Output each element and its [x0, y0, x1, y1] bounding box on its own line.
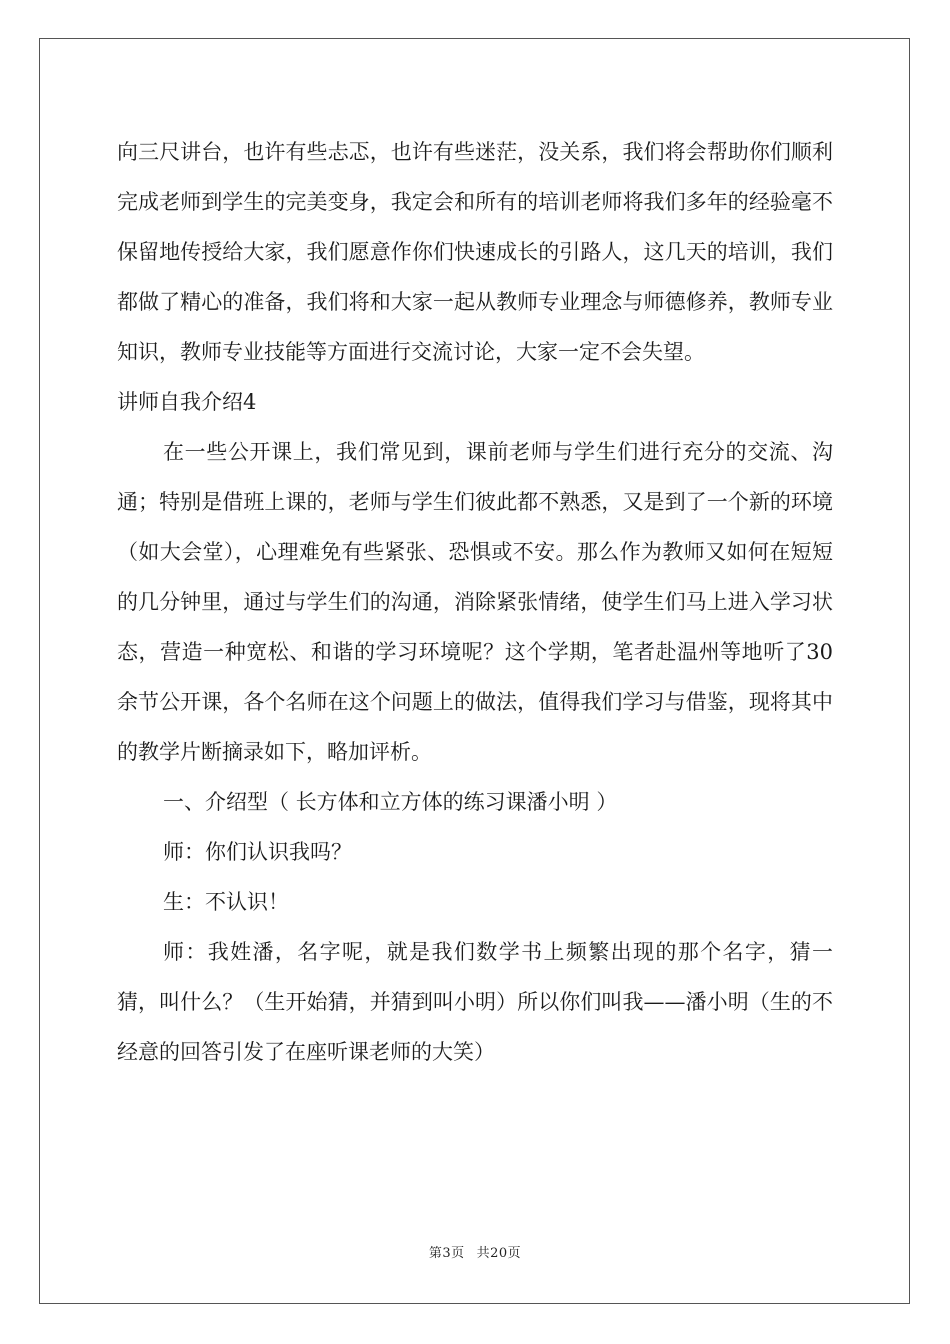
page-total: 共20页 — [476, 1246, 522, 1261]
dialogue-line: 师：你们认识我吗？ — [163, 840, 352, 864]
page-footer — [0, 1242, 950, 1261]
dialogue-line: 师：我姓潘，名字呢，就是我们数学书上频繁出现的那个名字，猜一猜，叫什么？（生开始猜，并猜到叫小明）所以你们叫我——潘小明（生的不经意的回答引发了在座听课老师的大笑） — [117, 940, 833, 1064]
paragraph-intro: 在一些公开课上，我们常见到，课前老师与学生们进行充分的交流、沟通；特别是借班上课的，老师与学生们彼此都不熟悉，又是到了一个新的环境（如大会堂），心理难免有些紧张、恐惧或不安。那么作为教师又如何在短短的几分钟里，通过与学生们的沟通，消除紧张情绪，使学生们马上进入学习状态，营造一种宽松、和谐的学习环境呢？这个学期，笔者赴温州等地听了30余节公开课，各个名师在这个问题上的做法，值得我们学习与借鉴，现将其中的教学片断摘录如下，略加评析。 — [117, 440, 833, 764]
section-heading: 讲师自我介绍4 — [117, 390, 257, 414]
document-body — [117, 127, 833, 1077]
dialogue-line: 生：不认识！ — [163, 890, 289, 914]
subsection-heading: 一、介绍型（ 长方体和立方体的练习课潘小明 ） — [163, 790, 618, 814]
page-number: 第3页 — [428, 1246, 465, 1261]
paragraph-continuation: 向三尺讲台，也许有些忐忑，也许有些迷茫，没关系，我们将会帮助你们顺利完成老师到学生的完美变身，我定会和所有的培训老师将我们多年的经验毫不保留地传授给大家，我们愿意作你们快速成长的引路人，这几天的培训，我们都做了精心的准备，我们将和大家一起从教师专业理念与师德修养，教师专业知识，教师专业技能等方面进行交流讨论，大家一定不会失望。 — [117, 140, 833, 364]
